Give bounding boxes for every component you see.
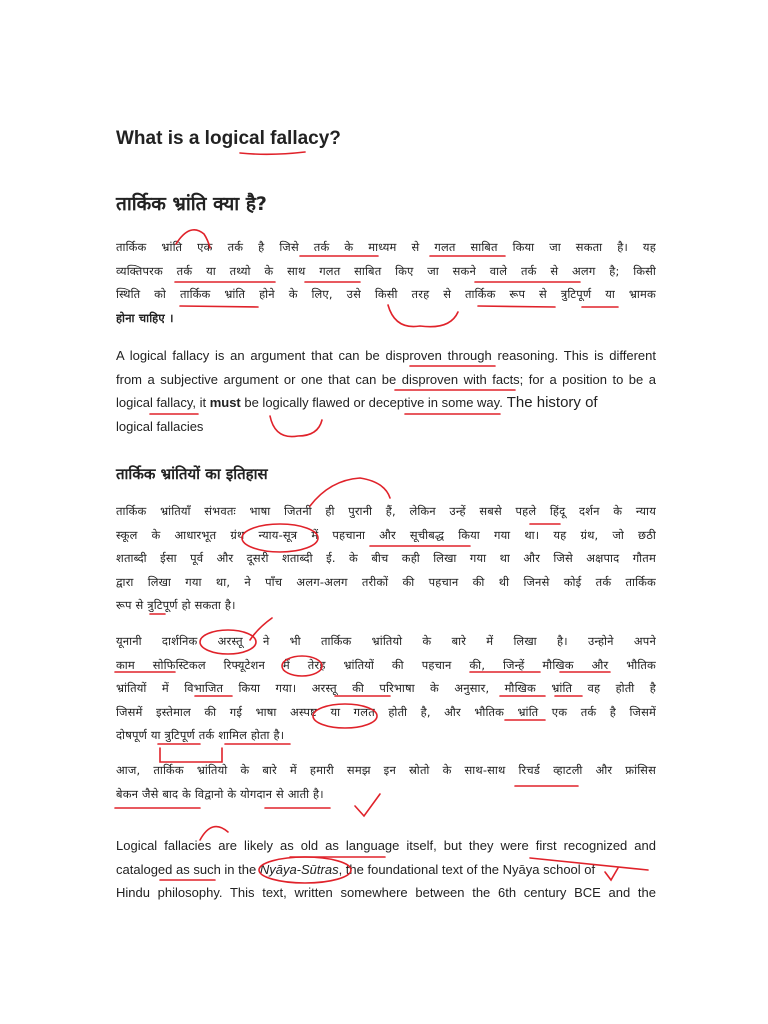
text-line: काम सोफिस्टिकल रिफ्यूटेशन में तेरह भ्रांतियों की पहचान की, जिन्हें मौखिक और भौतिक [116, 657, 656, 672]
paragraph-hindi-definition [116, 236, 656, 330]
text-line: Hindu philosophy. This text, written somewhere between the 6th century BCE and the [116, 885, 656, 900]
text-line: तार्किक भ्रांतियाँ संभवतः भाषा जितनी ही पुरानी हैं, लेकिन उन्हें सबसे पहले हिंदू दर्शन के न्याय [116, 504, 656, 518]
text-line: रूप से त्रुटिपूर्ण हो सकता है। [116, 598, 236, 612]
text-line: Logical fallacies are likely as old as language itself, but they were first recognized and [116, 838, 656, 853]
heading-hindi: तार्किक भ्रांति क्या है? [116, 193, 267, 215]
text-line: शताब्दी ईसा पूर्व और दूसरी शताब्दी ई. के बीच कही लिखा गया था और जिसे अक्षपाद गौतम [116, 551, 656, 565]
text-line: बेकन जैसे बाद के विद्वानो के योगदान से आती है। [116, 786, 324, 801]
text-line: यूनानी दार्शनिक अरस्तू ने भी तार्किक भ्रांतियो के बारे में लिखा है। उन्होने अपने [116, 634, 656, 648]
history-heading-inline: The history of [502, 394, 598, 411]
paragraph-english-history [116, 834, 656, 905]
subheading-hindi-history: तार्किक भ्रांतियों का इतिहास [116, 465, 268, 483]
text-line: logical fallacy, it must be logically flawed or deceptive in some way. The history of [116, 394, 598, 411]
emphasis-must: must [209, 395, 241, 410]
text-line: तार्किक भ्रांति एक तर्क है जिसे तर्क के माध्यम से गलत साबित किया जा सकता है। यह [116, 240, 656, 254]
history-heading-inline: logical fallacies [116, 418, 204, 434]
text-line: व्यक्तिपरक तर्क या तथ्यो के साथ गलत साबित किए जा सकने वाले तर्क से अलग है; किसी [116, 263, 656, 278]
text-line: A logical fallacy is an argument that can be disproven through reasoning. This is different [116, 348, 656, 363]
paragraph-hindi-today [116, 759, 656, 806]
heading-english: What is a logical fallacy? [116, 128, 341, 149]
text-line: होना चाहिए । [116, 310, 174, 325]
text-line: स्थिति को तार्किक भ्रांति होने के लिए, उसे किसी तरह से तार्किक रूप से त्रुटिपूर्ण या भ्रामक [116, 287, 656, 301]
text-line: दोषपूर्ण या त्रुटिपूर्ण तर्क शामिल होता है। [116, 728, 285, 742]
text-line: स्कूल के आधारभूत ग्रंथ न्याय-सूत्र में पहचाना और सूचीबद्ध किया गया था। यह ग्रंथ, जो छठी [116, 527, 656, 542]
italic-nyaya-sutras: Nyāya-Sūtras [259, 861, 339, 877]
paragraph-english-definition [116, 344, 656, 438]
text-line: भ्रांतियों में विभाजित किया गया। अरस्तू की परिभाषा के अनुसार, मौखिक भ्रांति वह होती है [116, 681, 656, 695]
text-line: cataloged as such in the Nyāya-Sūtras, the foundational text of the Nyāya school of [116, 861, 596, 877]
paragraph-hindi-aristotle [116, 630, 656, 748]
underline-mark [240, 152, 305, 154]
text-line: द्वारा लिखा गया था, ने पाँच अलग-अलग तरीकों की पहचान की थी जिनसे कोई तर्क तार्किक [116, 574, 656, 589]
text-line: from a subjective argument or one that can be disproven with facts; for a position to be a [116, 371, 656, 387]
text-line: जिसमें इस्तेमाल की गई भाषा अस्पष्ट या गलत होती है, और भौतिक भ्रांति एक तर्क है जिसमें [116, 704, 656, 719]
paragraph-hindi-history [116, 500, 656, 618]
text-line: आज, तार्किक भ्रांतियो के बारे में हमारी समझ इन स्रोतो के साथ-साथ रिचर्ड व्हाटली और फ्रांसिस [116, 763, 656, 777]
